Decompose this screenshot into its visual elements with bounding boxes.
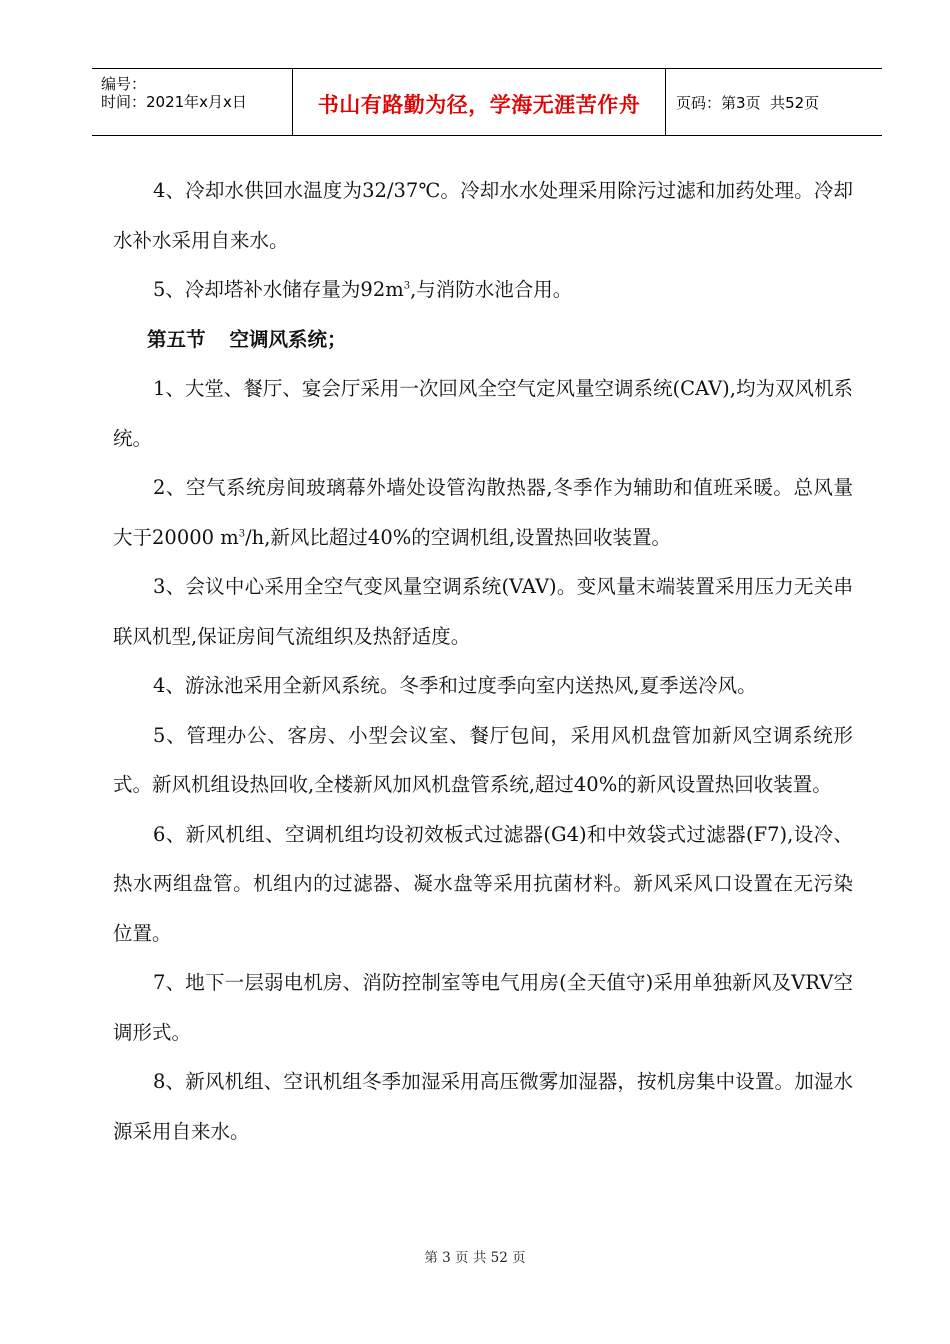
- paragraph-cooling-water-temp: 4、冷却水供回水温度为32/37℃。冷却水水处理采用除污过滤和加药处理。冷却水补水采用自来水。: [113, 179, 853, 252]
- page-header: [92, 68, 882, 136]
- text-segment: 5、冷却塔补水储存量为92m: [153, 278, 404, 301]
- superscript: 3: [238, 528, 246, 539]
- paragraph-item-1: 1、大堂、餐厅、宴会厅采用一次回风全空气定风量空调系统(CAV),均为双风机系统。: [113, 377, 853, 450]
- section-title: 空调风系统；: [229, 327, 347, 351]
- text-segment: 2、空气系统房间玻璃幕外墙处设管沟散热器,冬季作为辅助和值班采暖。总风量大于20000 m: [113, 476, 853, 549]
- paragraph-item-6: 6、新风机组、空调机组均设初效板式过滤器(G4)和中效袋式过滤器(F7),设冷、热水两组盘管。机组内的过滤器、凝水盘等采用抗菌材料。新风采风口设置在无污染位置。: [113, 822, 853, 945]
- paragraph-item-3: 3、会议中心采用全空气变风量空调系统(VAV)。变风量末端装置采用压力无关串联风机型,保证房间气流组织及热舒适度。: [113, 575, 853, 648]
- superscript: 3: [403, 280, 411, 292]
- document-body: [113, 166, 853, 1156]
- header-motto-cell: [293, 69, 666, 135]
- paragraph-item-7: 7、地下一层弱电机房、消防控制室等电气用房(全天值守)采用单独新风及VRV空调形式。: [113, 971, 853, 1044]
- paragraph-cooling-tower-storage: [113, 265, 853, 315]
- paragraph-item-5: 5、管理办公、客房、小型会议室、餐厅包间，采用风机盘管加新风空调系统形式。新风机组设热回收,全楼新风加风机盘管系统,超过40%的新风设置热回收装置。: [113, 723, 853, 796]
- text-segment: ,与消防水池合用。: [410, 278, 573, 301]
- header-page-info: 页码：第3页 共52页: [676, 93, 820, 112]
- section-heading: [113, 315, 853, 365]
- paragraph-item-4: 4、游泳池采用全新风系统。冬季和过度季向室内送热风,夏季送冷风。: [153, 674, 757, 697]
- paragraph-item-8: 8、新风机组、空讯机组冬季加湿采用高压微雾加湿器，按机房集中设置。加湿水源采用自来水。: [113, 1070, 853, 1143]
- header-meta-cell: [92, 69, 293, 135]
- page-footer: 第 3 页 共 52 页: [424, 1250, 526, 1266]
- document-time-label: 时间：2021年x月x日: [101, 93, 247, 111]
- section-number: 第五节: [147, 327, 206, 351]
- header-page-cell: [666, 69, 882, 135]
- header-motto: 书山有路勤为径，学海无涯苦作舟: [317, 93, 641, 117]
- document-number-label: 编号：: [101, 75, 147, 93]
- text-segment: /h,新风比超过40%的空调机组,设置热回收装置。: [245, 525, 671, 549]
- paragraph-item-2: [113, 463, 853, 562]
